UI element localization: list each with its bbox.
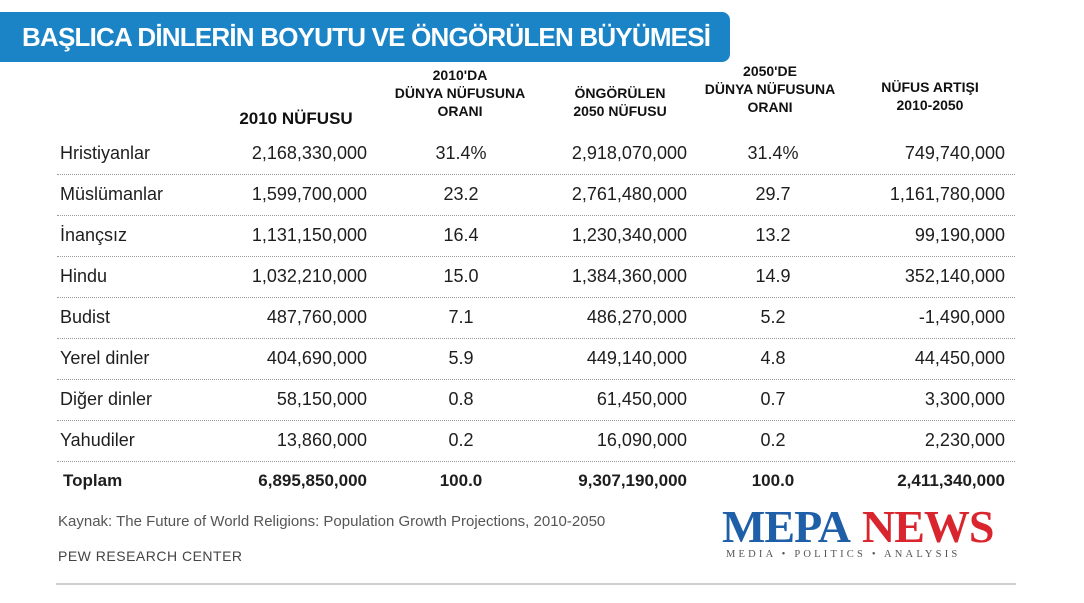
share-2050-cell: 31.4% bbox=[747, 143, 799, 163]
header-line: ORANI bbox=[747, 99, 793, 115]
total-growth: 2,411,340,000 bbox=[897, 471, 1005, 490]
religion-name: İnançsız bbox=[60, 225, 128, 245]
religion-name: Budist bbox=[60, 307, 111, 327]
pop-2050-cell: 449,140,000 bbox=[586, 348, 687, 368]
growth-cell: -1,490,000 bbox=[918, 307, 1005, 327]
header-line: 2010 NÜFUSU bbox=[239, 109, 353, 128]
header-line: 2050 NÜFUSU bbox=[573, 103, 667, 119]
share-2050-cell: 13.2 bbox=[755, 225, 791, 245]
table-row bbox=[57, 421, 1015, 462]
pop-2050-cell: 486,270,000 bbox=[586, 307, 687, 327]
table-row bbox=[57, 339, 1015, 380]
share-2010-cell: 5.9 bbox=[448, 348, 474, 368]
growth-cell: 2,230,000 bbox=[924, 430, 1005, 450]
header-share-2050 bbox=[695, 62, 845, 116]
pop-2050-cell: 16,090,000 bbox=[596, 430, 687, 450]
growth-cell: 352,140,000 bbox=[904, 266, 1005, 286]
header-line: ORANI bbox=[437, 103, 483, 119]
page-title: BAŞLICA DİNLERİN BOYUTU VE ÖNGÖRÜLEN BÜYÜMESİ bbox=[22, 22, 711, 52]
share-2050-cell: 4.8 bbox=[760, 348, 786, 368]
total-label: Toplam bbox=[63, 471, 123, 490]
header-pop-2050 bbox=[545, 84, 695, 120]
growth-cell: 1,161,780,000 bbox=[889, 184, 1005, 204]
share-2010-cell: 16.4 bbox=[443, 225, 479, 245]
pop-2050-cell: 61,450,000 bbox=[596, 389, 687, 409]
pop-2050-cell: 1,384,360,000 bbox=[571, 266, 687, 286]
share-2010-cell: 0.8 bbox=[448, 389, 474, 409]
pop-2010-cell: 58,150,000 bbox=[276, 389, 367, 409]
header-share-2010 bbox=[385, 66, 535, 120]
table-row bbox=[57, 134, 1015, 175]
pop-2010-cell: 2,168,330,000 bbox=[251, 143, 367, 163]
table-row bbox=[57, 175, 1015, 216]
religion-name: Hristiyanlar bbox=[60, 143, 151, 163]
table-row bbox=[57, 216, 1015, 257]
header-line: DÜNYA NÜFUSUNA bbox=[394, 85, 526, 101]
religion-name: Hindu bbox=[60, 266, 108, 286]
header-line: DÜNYA NÜFUSUNA bbox=[704, 81, 836, 97]
pop-2050-cell: 2,761,480,000 bbox=[571, 184, 687, 204]
share-2010-cell: 7.1 bbox=[448, 307, 474, 327]
pop-2010-cell: 1,032,210,000 bbox=[251, 266, 367, 286]
total-share-2050: 100.0 bbox=[751, 471, 795, 490]
growth-cell: 749,740,000 bbox=[904, 143, 1005, 163]
religion-name: Müslümanlar bbox=[60, 184, 164, 204]
religion-name: Yahudiler bbox=[60, 430, 135, 450]
share-2010-cell: 23.2 bbox=[443, 184, 479, 204]
table-total-row bbox=[57, 462, 1015, 502]
share-2010-cell: 0.2 bbox=[448, 430, 474, 450]
pop-2010-cell: 487,760,000 bbox=[266, 307, 367, 327]
pop-2050-cell: 2,918,070,000 bbox=[571, 143, 687, 163]
header-pop-2010 bbox=[226, 110, 366, 128]
share-2050-cell: 29.7 bbox=[755, 184, 791, 204]
pop-2050-cell: 1,230,340,000 bbox=[571, 225, 687, 245]
pop-2010-cell: 1,599,700,000 bbox=[251, 184, 367, 204]
header-line: 2050'DE bbox=[743, 63, 797, 79]
total-share-2010: 100.0 bbox=[439, 471, 483, 490]
title-banner bbox=[0, 12, 730, 62]
religion-name: Diğer dinler bbox=[60, 389, 153, 409]
share-2050-cell: 5.2 bbox=[760, 307, 786, 327]
share-2050-cell: 14.9 bbox=[755, 266, 791, 286]
pop-2010-cell: 404,690,000 bbox=[266, 348, 367, 368]
header-line: 2010'DA bbox=[432, 67, 488, 83]
header-growth bbox=[855, 78, 1005, 114]
source-note: Kaynak: The Future of World Religions: Population Growth Projections, 2010-2050 bbox=[58, 513, 606, 530]
table-row bbox=[57, 380, 1015, 421]
table-row bbox=[57, 257, 1015, 298]
header-line: 2010-2050 bbox=[896, 97, 964, 113]
mepanews-logo bbox=[722, 500, 1007, 562]
growth-cell: 99,190,000 bbox=[914, 225, 1005, 245]
growth-cell: 44,450,000 bbox=[914, 348, 1005, 368]
share-2050-cell: 0.2 bbox=[760, 430, 786, 450]
total-pop-2010: 6,895,850,000 bbox=[258, 471, 367, 490]
organization-credit: PEW RESEARCH CENTER bbox=[58, 548, 243, 564]
pop-2010-cell: 13,860,000 bbox=[276, 430, 367, 450]
logo-tagline: MEDIA • POLITICS • ANALYSIS bbox=[726, 549, 961, 560]
header-line: ÖNGÖRÜLEN bbox=[574, 85, 666, 101]
pop-2010-cell: 1,131,150,000 bbox=[251, 225, 367, 245]
share-2050-cell: 0.7 bbox=[760, 389, 786, 409]
total-pop-2050: 9,307,190,000 bbox=[578, 471, 687, 490]
table-row bbox=[57, 298, 1015, 339]
logo-word-mepa: MEPA bbox=[722, 501, 851, 552]
growth-cell: 3,300,000 bbox=[924, 389, 1005, 409]
bottom-divider bbox=[56, 583, 1016, 585]
share-2010-cell: 15.0 bbox=[443, 266, 479, 286]
header-line: NÜFUS ARTIŞI bbox=[881, 79, 979, 95]
share-2010-cell: 31.4% bbox=[435, 143, 487, 163]
logo-word-news: NEWS bbox=[862, 501, 994, 552]
religion-name: Yerel dinler bbox=[60, 348, 150, 368]
data-table bbox=[57, 134, 1015, 502]
